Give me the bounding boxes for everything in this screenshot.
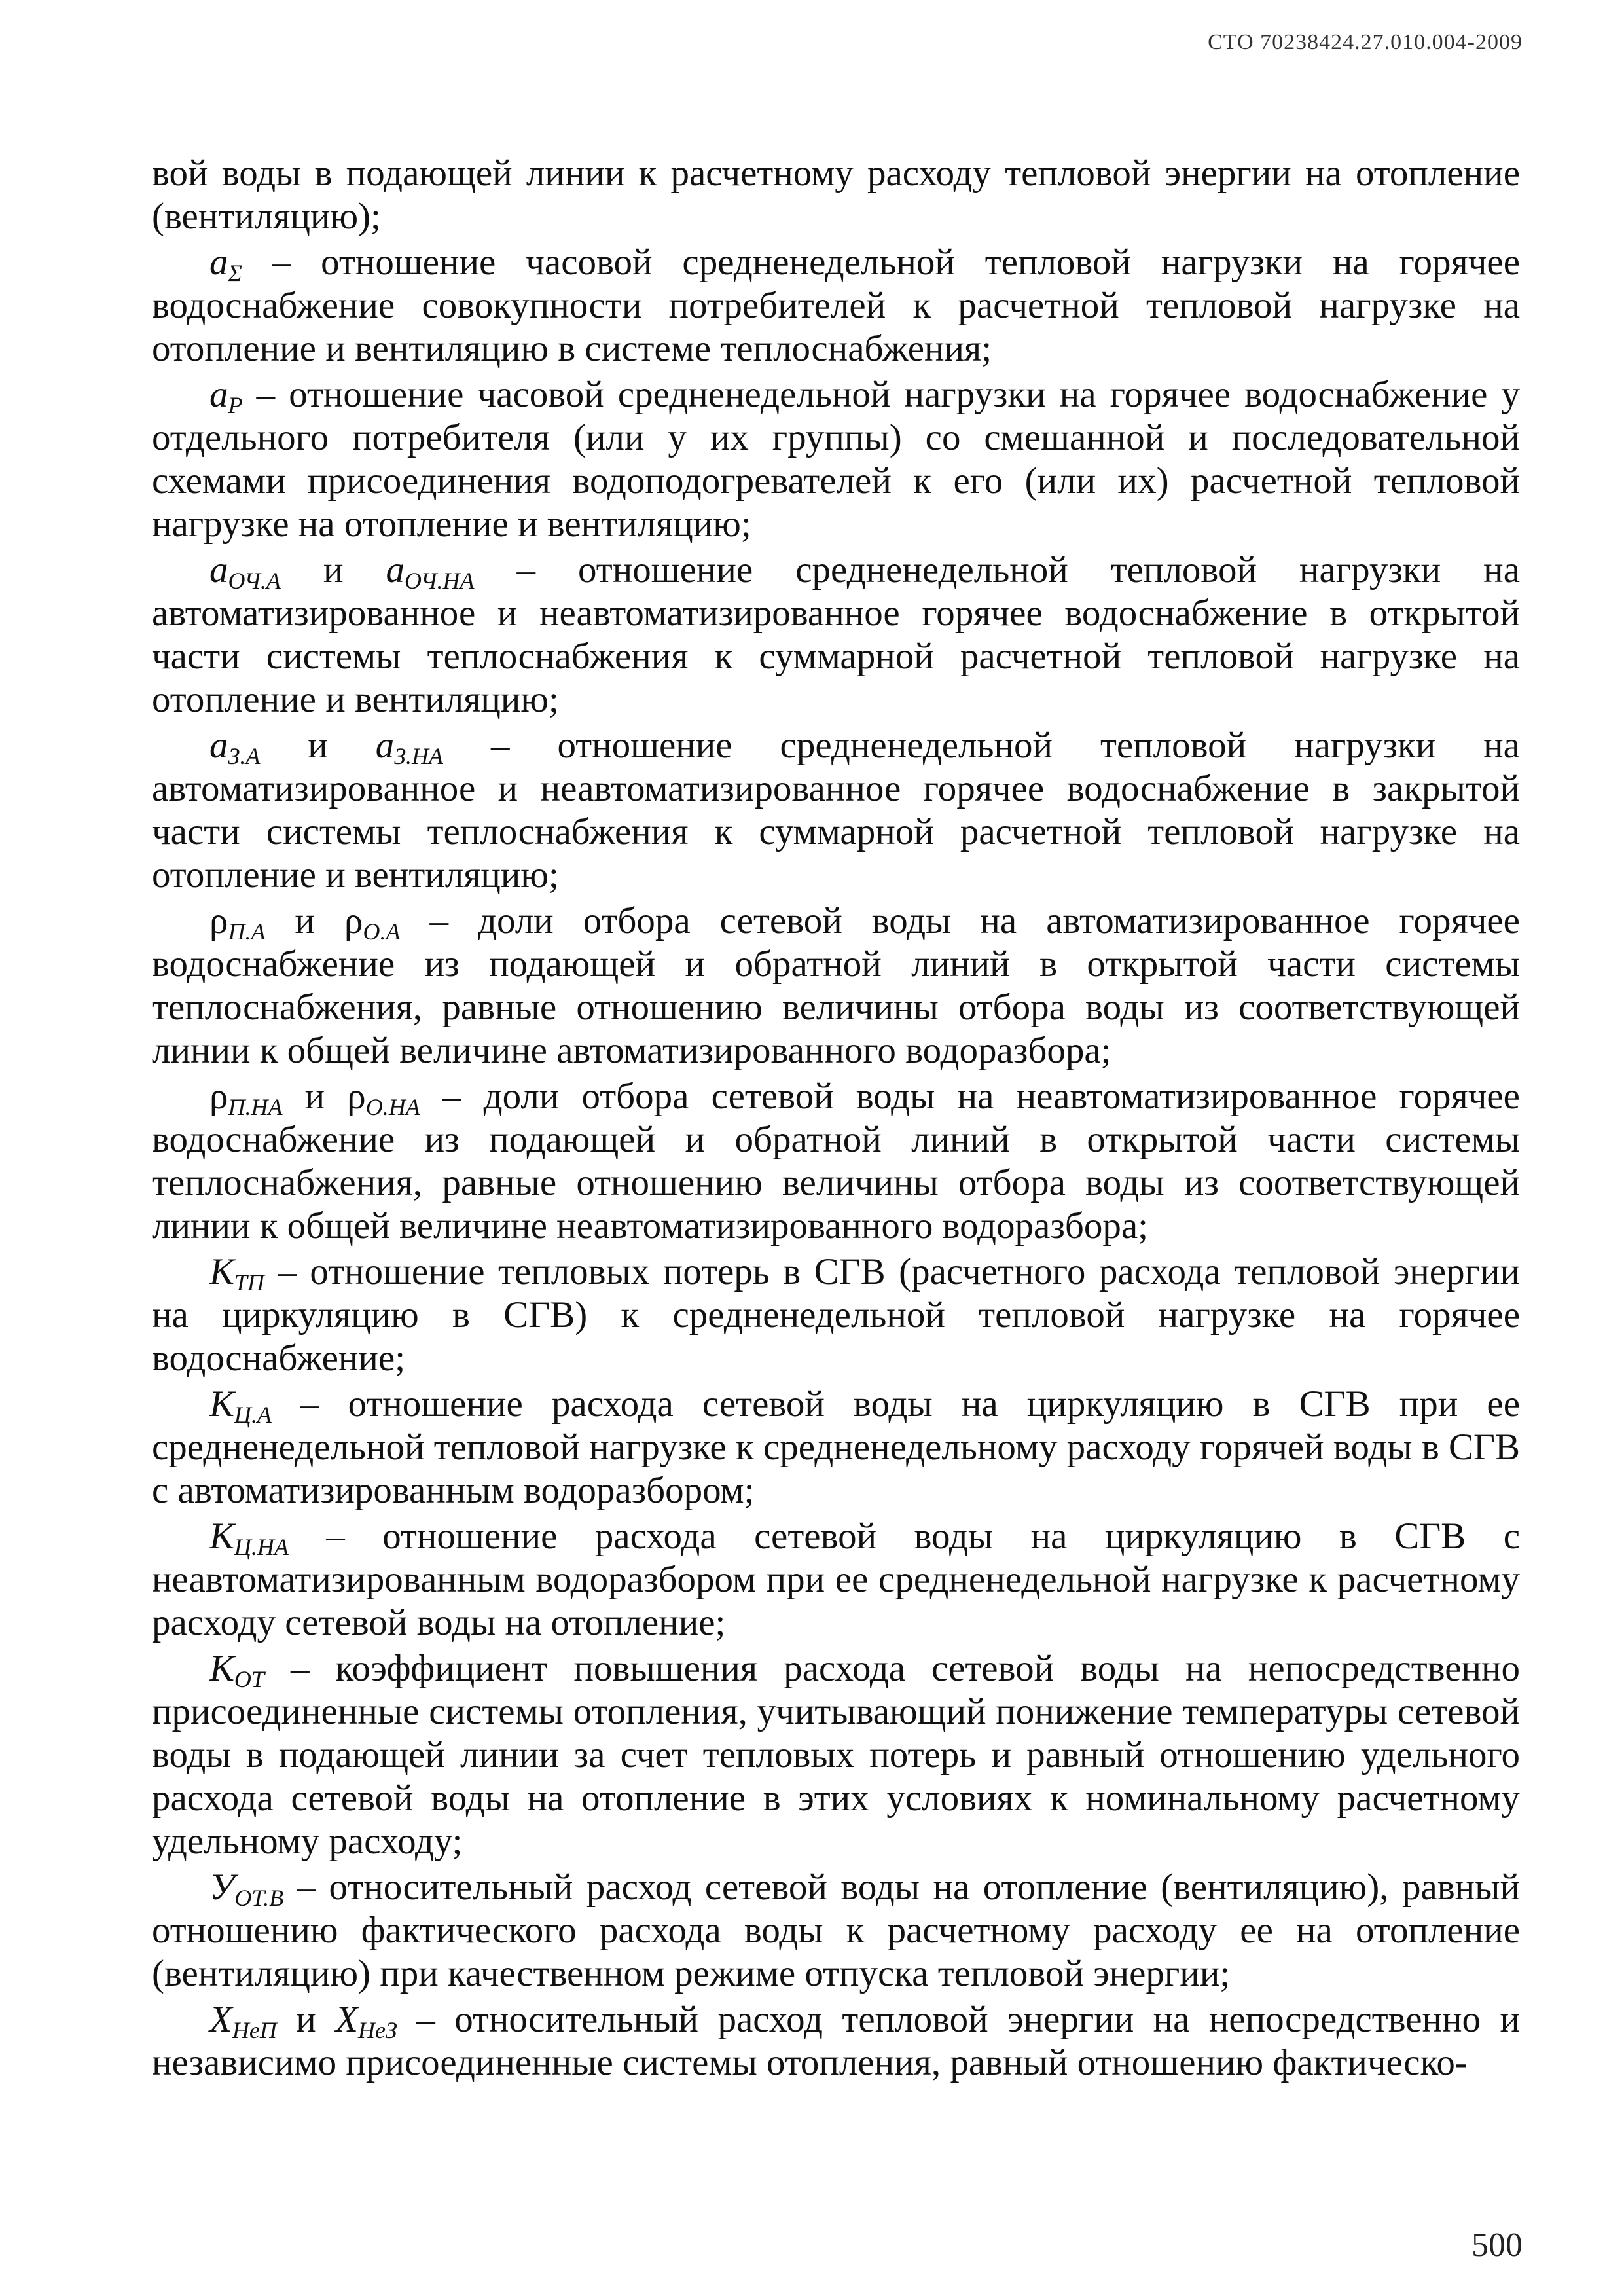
definition-k-tp bbox=[152, 1250, 1520, 1380]
definition-a-z: $a_{З.А}$ и $a_{З.НА}$ – отношение средненедельной тепловой нагрузки на автоматизированное и неавтоматизированное горячее водоснабжение в закрытой части системы теплоснабжения к суммарной расчетной тепловой нагрузке на отопление и вентиляцию; bbox=[152, 725, 1520, 896]
symbol: $a_Р$ bbox=[209, 374, 243, 418]
definition-text: – относительный расход сетевой воды на отопление (вентиляцию), равный отношению фактического расхода воды к расчетному расходу ее на отопление (вентиляцию) при качественном режиме отпуска тепловой энергии; bbox=[152, 1867, 1520, 1994]
symbol: $К_{Ц.А}$ bbox=[209, 1383, 272, 1428]
definition-text: – относительный расход тепловой энергии на непосредственно и независимо присоединенные системы отопления, равный отношению фактическо- bbox=[152, 1999, 1520, 2083]
symbol: $a_{ОЧ.НА}$ bbox=[386, 549, 475, 594]
symbol: $a_\Sigma$ bbox=[209, 242, 242, 286]
symbol: $a_{З.А}$ bbox=[209, 725, 261, 769]
definition-k-ca bbox=[152, 1383, 1520, 1512]
definition-text: – отношение средненедельной тепловой нагрузки на автоматизированное и неавтоматизированное горячее водоснабжение в закрытой части системы теплоснабжения к суммарной расчетной тепловой нагрузке на отопление и вентиляцию; bbox=[152, 725, 1520, 896]
definition-a-p bbox=[152, 373, 1520, 546]
symbol: $К_{Ц.НА}$ bbox=[209, 1516, 289, 1560]
paragraph-text: вой воды в подающей линии к расчетному расходу тепловой энергии на отопление (вентиляцию); bbox=[152, 153, 1520, 237]
definition-text: – отношение средненедельной тепловой нагрузки на автоматизированное и неавтоматизированное горячее водоснабжение в открытой части системы теплоснабжения к суммарной расчетной тепловой нагрузке на отопление и вентиляцию; bbox=[152, 549, 1520, 720]
definition-u-ot bbox=[152, 1866, 1520, 1995]
symbol: $К_{ТП}$ bbox=[209, 1251, 264, 1296]
definition-a-sigma bbox=[152, 241, 1520, 371]
definition-a-och: $a_{ОЧ.А}$ и $a_{ОЧ.НА}$ – отношение средненедельной тепловой нагрузки на автоматизированное и неавтоматизированное горячее водоснабжение в открытой части системы теплоснабжения к суммарной расчетной тепловой нагрузке на отопление и вентиляцию; bbox=[152, 549, 1520, 720]
definition-text: – отношение часовой средненедельной тепловой нагрузки на горячее водоснабжение совокупности потребителей к расчетной тепловой нагрузке на отопление и вентиляцию в системе теплоснабжения; bbox=[152, 242, 1520, 369]
definition-text: – отношение расхода сетевой воды на циркуляцию в СГВ при ее средненедельной тепловой нагрузке к средненедельному расходу горячей воды в СГВ с автоматизированным водоразбором; bbox=[152, 1383, 1520, 1511]
definition-rho-na: $\rho_{П.НА}$ и $\rho_{О.НА}$ – доли отбора сетевой воды на неавтоматизированное горячее водоснабжение из подающей и обратной линий в открытой части системы теплоснабжения, равные отношению величины отбора воды из соответствующей линии к общей величине неавтоматизированного водоразбора; bbox=[152, 1076, 1520, 1247]
definition-text: – отношение часовой средненедельной нагрузки на горячее водоснабжение у отдельного потребителя (или у их группы) со смешанной и последовательной схемами присоединения водоподогревателей к его (или их) расчетной тепловой нагрузке на отопление и вентиляцию; bbox=[152, 374, 1520, 545]
symbol: $Х_{НеП}$ bbox=[209, 1999, 277, 2043]
definition-text: – отношение тепловых потерь в СГВ (расчетного расхода тепловой энергии на циркуляцию в СГВ) к средненедельной тепловой нагрузке на горячее водоснабжение; bbox=[152, 1251, 1520, 1379]
definition-rho-a: $\rho_{П.А}$ и $\rho_{О.А}$ – доли отбора сетевой воды на автоматизированное горячее водоснабжение из подающей и обратной линий в открытой части системы теплоснабжения, равные отношению величины отбора воды из соответствующей линии к общей величине автоматизированного водоразбора; bbox=[152, 900, 1520, 1071]
definition-text: – доли отбора сетевой воды на неавтоматизированное горячее водоснабжение из подающей и обратной линий в открытой части системы теплоснабжения, равные отношению величины отбора воды из соответствующей линии к общей величине неавтоматизированного водоразбора; bbox=[152, 1076, 1520, 1247]
symbol: $Х_{НеЗ}$ bbox=[335, 1999, 397, 2043]
symbol: $\rho_{П.А}$ bbox=[209, 900, 266, 945]
symbol: $\rho_{О.А}$ bbox=[344, 900, 401, 945]
definition-text: – коэффициент повышения расхода сетевой воды на непосредственно присоединенные системы отопления, учитывающий понижение температуры сетевой воды в подающей линии за счет тепловых потерь и равный отношению удельного расхода сетевой воды на отопление в этих условиях к номинальному расчетному удельному расходу; bbox=[152, 1648, 1520, 1862]
symbol: $a_{З.НА}$ bbox=[375, 725, 444, 769]
symbol: $\rho_{О.НА}$ bbox=[347, 1076, 420, 1120]
definition-x-ne: $Х_{НеП}$ и $Х_{НеЗ}$ – относительный расход тепловой энергии на непосредственно и независимо присоединенные системы отопления, равный отношению фактическо- bbox=[152, 1999, 1520, 2083]
symbol: $У_{ОТ.В}$ bbox=[209, 1867, 284, 1911]
definition-text: – отношение расхода сетевой воды на циркуляцию в СГВ с неавтоматизированным водоразбором при ее средненедельной нагрузке к расчетному расходу сетевой воды на отопление; bbox=[152, 1516, 1520, 1643]
definition-text: – доли отбора сетевой воды на автоматизированное горячее водоснабжение из подающей и обратной линий в открытой части системы теплоснабжения, равные отношению величины отбора воды из соответствующей линии к общей величине автоматизированного водоразбора; bbox=[152, 900, 1520, 1071]
definition-k-ot bbox=[152, 1647, 1520, 1863]
document-code-header: СТО 70238424.27.010.004-2009 bbox=[1208, 30, 1523, 54]
document-body bbox=[152, 152, 1520, 2087]
symbol: $a_{ОЧ.А}$ bbox=[209, 549, 281, 594]
paragraph-continuation bbox=[152, 152, 1520, 238]
page-number: 500 bbox=[1471, 2227, 1523, 2264]
symbol: $\rho_{П.НА}$ bbox=[209, 1076, 283, 1120]
definition-k-cna bbox=[152, 1515, 1520, 1645]
symbol: $К_{ОТ}$ bbox=[209, 1648, 264, 1692]
